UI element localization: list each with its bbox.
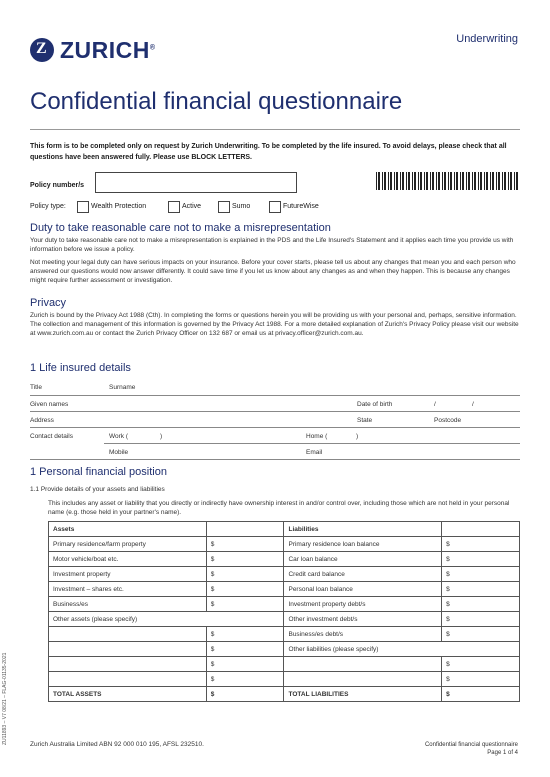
duty-paragraph-2: Not meeting your legal duty can have serious impacts on your insurance. Before your cover starts, please tell us about any changes that mean you and each person who answered our questions would now answer differently. It could save time if you let us know about any changes as and when they happen. This is because any changes might require further assessment or investigation. — [30, 259, 516, 284]
asset-amount[interactable]: $ — [206, 642, 284, 657]
surname-label: Surname — [109, 384, 136, 391]
table-row — [49, 552, 520, 567]
liability-label: Personal loan balance — [284, 582, 442, 597]
work-phone-label: Work ( — [109, 433, 129, 440]
duty-paragraph-1: Your duty to take reasonable care not to make a misrepresentation is explained in the PDS and the Life Insured's Statement and it applies each time you provide us with information before we issue a policy. — [30, 237, 514, 253]
assets-liabilities-table — [48, 521, 520, 702]
asset-amount[interactable]: $ — [206, 582, 284, 597]
table-row — [49, 642, 520, 657]
form-code: ZU11893 – V7 08/21 – FLAG-01135-2021 — [2, 652, 8, 745]
table-header-row — [49, 522, 520, 537]
zurich-logo-text — [60, 37, 156, 64]
paren-close: ) — [160, 433, 163, 440]
liability-label: Other investment debt/s — [284, 612, 442, 627]
contact-details-label: Contact details — [30, 433, 73, 440]
field-line[interactable] — [30, 459, 520, 460]
table-row — [49, 567, 520, 582]
zurich-logo-mark — [30, 38, 54, 62]
assets-header: Assets — [49, 522, 207, 537]
financial-heading: 1 Personal financial position — [30, 466, 167, 478]
assets-value-header — [206, 522, 284, 537]
liabilities-header: Liabilities — [284, 522, 442, 537]
checkbox-wealth-protection[interactable] — [77, 201, 89, 213]
department-label: Underwriting — [456, 33, 518, 45]
privacy-paragraph: Zurich is bound by the Privacy Act 1988 (Cth). In completing the forms or questions herein you will be providing us with your personal and, perhaps, sensitive information. The collection and management of this information is governed by the Privacy Act 1988. For a more detailed explanation of Zurich's Privacy Policy please visit our website at www.zurich.com.au or contact the Zurich Privacy Officer on 132 687 or email us at privacy.officer@zurich.com.au. — [30, 312, 519, 337]
asset-amount[interactable]: $ — [206, 597, 284, 612]
given-names-label: Given names — [30, 401, 69, 408]
address-label: Address — [30, 417, 54, 424]
liability-amount[interactable]: $ — [442, 582, 520, 597]
email-label: Email — [306, 449, 323, 456]
paren-close: ) — [356, 433, 359, 440]
liability-amount[interactable]: $ — [442, 537, 520, 552]
asset-other-input[interactable] — [49, 672, 207, 687]
asset-other-input[interactable] — [49, 642, 207, 657]
table-row — [49, 597, 520, 612]
asset-amount[interactable]: $ — [206, 567, 284, 582]
liability-amount[interactable]: $ — [442, 627, 520, 642]
asset-amount[interactable]: $ — [206, 537, 284, 552]
policy-type-label: Policy type: — [30, 203, 66, 210]
title-label: Title — [30, 384, 43, 391]
logo-letter: Z — [36, 40, 47, 57]
table-row — [49, 627, 520, 642]
field-line[interactable] — [30, 395, 520, 396]
asset-label: Investment property — [49, 567, 207, 582]
footer-company: Zurich Australia Limited ABN 92 000 010 195, AFSL 232510. — [30, 741, 204, 748]
policy-type-option: Sumo — [232, 203, 251, 210]
policy-type-option: Wealth Protection — [91, 203, 147, 210]
postcode-label: Postcode — [434, 417, 462, 424]
asset-amount[interactable]: $ — [206, 552, 284, 567]
registered-mark: ® — [149, 44, 156, 52]
question-1-1: 1.1 Provide details of your assets and liabilities — [30, 486, 165, 493]
liability-amount[interactable]: $ — [442, 567, 520, 582]
total-assets-amount[interactable]: $ — [206, 687, 284, 702]
liability-label: Other liabilities (please specify) — [284, 642, 520, 657]
table-row — [49, 672, 520, 687]
liability-amount[interactable]: $ — [442, 657, 520, 672]
liability-label: Car loan balance — [284, 552, 442, 567]
asset-amount[interactable]: $ — [206, 627, 284, 642]
policy-type-option: Active — [182, 203, 202, 210]
barcode — [376, 172, 518, 190]
asset-other-input[interactable] — [49, 627, 207, 642]
total-assets-label: TOTAL ASSETS — [49, 687, 207, 702]
asset-label: Primary residence/farm property — [49, 537, 207, 552]
liability-amount[interactable]: $ — [442, 612, 520, 627]
table-row — [49, 537, 520, 552]
liability-label: Investment property debt/s — [284, 597, 442, 612]
asset-label: Other assets (please specify) — [49, 612, 284, 627]
table-row — [49, 582, 520, 597]
field-line[interactable] — [104, 443, 520, 444]
life-insured-heading: 1 Life insured details — [30, 362, 131, 374]
brand-name: ZURICH — [60, 37, 150, 63]
asset-label: Investment – shares etc. — [49, 582, 207, 597]
total-liabilities-amount[interactable]: $ — [442, 687, 520, 702]
liability-label: Business/es debt/s — [284, 627, 442, 642]
liability-amount[interactable]: $ — [442, 552, 520, 567]
liability-label: Primary residence loan balance — [284, 537, 442, 552]
policy-type-option: FutureWise — [283, 203, 319, 210]
liability-other-input[interactable] — [284, 657, 442, 672]
policy-number-label: Policy number/s — [30, 182, 85, 189]
asset-amount[interactable]: $ — [206, 657, 284, 672]
footer-info — [425, 741, 518, 757]
field-line[interactable] — [30, 411, 520, 412]
privacy-heading: Privacy — [30, 297, 67, 309]
checkbox-active[interactable] — [168, 201, 180, 213]
liabilities-value-header — [442, 522, 520, 537]
checkbox-futurewise[interactable] — [269, 201, 281, 213]
totals-row — [49, 687, 520, 702]
footer-page-number: Page 1 of 4 — [487, 750, 518, 756]
asset-amount[interactable]: $ — [206, 672, 284, 687]
dob-slash: / — [434, 401, 436, 408]
home-phone-label: Home ( — [306, 433, 328, 440]
table-row — [49, 612, 520, 627]
liability-amount[interactable]: $ — [442, 597, 520, 612]
state-label: State — [357, 417, 373, 424]
liability-amount[interactable]: $ — [442, 672, 520, 687]
duty-heading: Duty to take reasonable care not to make a misrepresentation — [30, 222, 331, 234]
total-liabilities-label: TOTAL LIABILITIES — [284, 687, 442, 702]
checkbox-sumo[interactable] — [218, 201, 230, 213]
title-divider — [30, 129, 520, 130]
page-title: Confidential financial questionnaire — [30, 88, 403, 115]
dob-label: Date of birth — [357, 401, 393, 408]
footer-form-name: Confidential financial questionnaire — [424, 742, 518, 748]
liability-label: Credit card balance — [284, 567, 442, 582]
table-row — [49, 657, 520, 672]
asset-other-input[interactable] — [49, 657, 207, 672]
financial-note: This includes any asset or liability that you directly or indirectly have ownership interest in and/or control over, including those which are not held in your personal name (e.g. those held in your partner's name). — [48, 500, 510, 516]
policy-number-field[interactable] — [95, 172, 297, 193]
dob-slash: / — [472, 401, 474, 408]
asset-label: Motor vehicle/boat etc. — [49, 552, 207, 567]
mobile-label: Mobile — [109, 449, 129, 456]
intro-text: This form is to be completed only on request by Zurich Underwriting. To be completed by the life insured. To avoid delays, please check that all questions have been answered fully. Please use BLOCK LETTERS. — [30, 143, 507, 161]
asset-label: Business/es — [49, 597, 207, 612]
field-line[interactable] — [30, 427, 520, 428]
liability-other-input[interactable] — [284, 672, 442, 687]
